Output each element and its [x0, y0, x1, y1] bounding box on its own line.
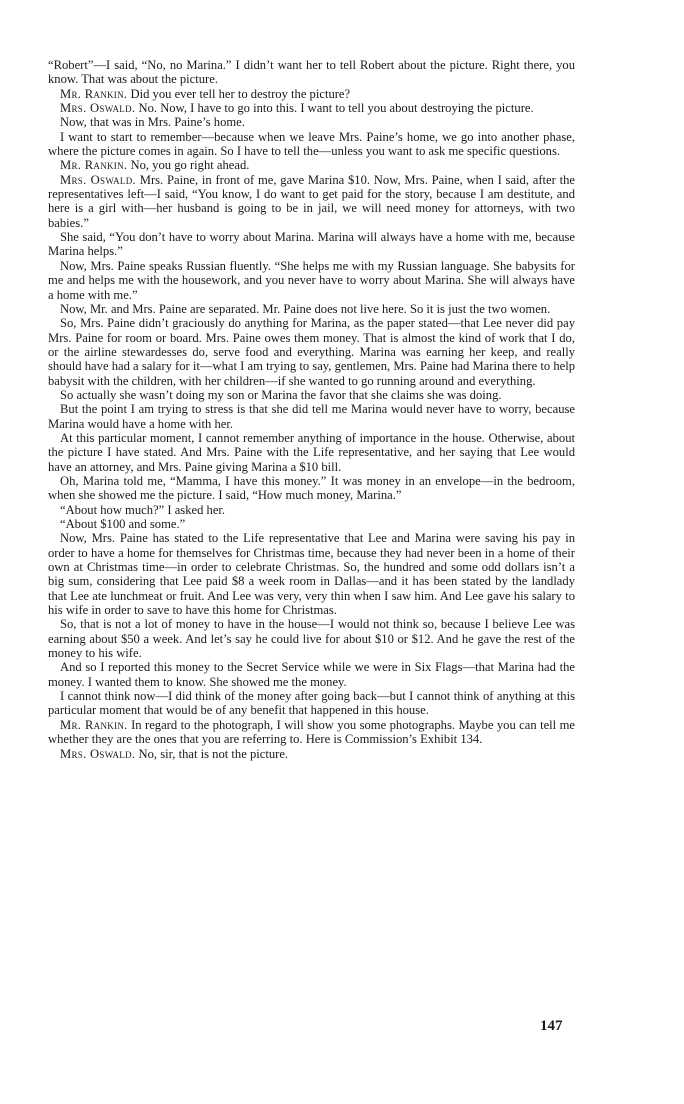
- paragraph: [48, 316, 575, 388]
- paragraph: [48, 115, 575, 129]
- paragraph-text: So actually she wasn’t doing my son or Marina the favor that she claims she was doing.: [60, 387, 502, 402]
- paragraph: [48, 617, 575, 660]
- paragraph-text: No, sir, that is not the picture.: [135, 746, 289, 761]
- paragraph: [48, 302, 575, 316]
- speaker-label: Mr. Rankin.: [60, 86, 128, 101]
- paragraph: [48, 531, 575, 617]
- testimony-page: [48, 58, 575, 761]
- paragraph: [48, 660, 575, 689]
- paragraph: [48, 474, 575, 503]
- paragraph-text: Now, Mr. and Mrs. Paine are separated. Mr. Paine does not live here. So it is just the two women.: [60, 301, 551, 316]
- paragraph: [48, 431, 575, 474]
- paragraph: [48, 747, 575, 761]
- paragraph-text: She said, “You don’t have to worry about Marina. Marina will always have a home with me, because Marina helps.”: [48, 230, 575, 259]
- paragraph: [48, 718, 575, 747]
- paragraph: [48, 230, 575, 259]
- paragraph: [48, 130, 575, 159]
- paragraph: [48, 58, 575, 87]
- paragraph: [48, 689, 575, 718]
- speaker-label: Mr. Rankin.: [60, 158, 128, 173]
- paragraph-text: I want to start to remember—because when we leave Mrs. Paine’s home, we go into another phase, where the picture comes in again. So I have to tell the—unless you want to ask me specific questions.: [48, 129, 575, 159]
- paragraph: [48, 173, 575, 230]
- paragraph-text: No, you go right ahead.: [127, 158, 250, 173]
- paragraph-text: So, Mrs. Paine didn’t graciously do anything for Marina, as the paper stated—that Lee never did pay Mrs. Paine for room or board. Mrs. Paine owes them money. That is almost the kind of work that I do, or the airline stewardesses do, serve food and everything. Marina was earning her keep, and really should have had a salary for it—what I am trying to say, gentlemen, Mrs. Paine had Marina there to help babysit with the children, with her children—if she wanted to go running around and everything.: [48, 316, 575, 388]
- paragraph: [48, 388, 575, 402]
- paragraph-text: No. Now, I have to go into this. I want to tell you about destroying the picture.: [135, 101, 534, 116]
- paragraph-text: “About how much?” I asked her.: [60, 502, 226, 517]
- speaker-label: Mrs. Oswald.: [60, 746, 136, 761]
- paragraph: [48, 402, 575, 431]
- paragraph-text: I cannot think now—I did think of the money after going back—but I cannot think of anything at this particular moment that would be of any benefit that happened in this house.: [48, 689, 575, 718]
- paragraph-text: Oh, Marina told me, “Mamma, I have this money.” It was money in an envelope—in the bedroom, when she showed me the picture. I said, “How much money, Marina.”: [48, 473, 575, 503]
- paragraph-text: And so I reported this money to the Secret Service while we were in Six Flags—that Marina had the money. I wanted them to know. She showed me the money.: [48, 660, 575, 689]
- paragraph-text: “About $100 and some.”: [60, 517, 186, 531]
- paragraph: [48, 503, 575, 517]
- paragraph-text: Now, Mrs. Paine has stated to the Life representative that Lee and Marina were saving his pay in order to have a home for themselves for Christmas time, because they had never been in a home of their own at Christmas time—in order to celebrate Christmas. So, the hundred and some odd dollars isn’t a big sum, considering that Lee paid $8 a week room in Dallas—and it has been stated by the landlady that Lee ate lunchmeat or fruit. And Lee was very, very thin when I saw him. And Lee gave his salary to his wife in order to save to have this home for Christmas.: [48, 531, 575, 618]
- speaker-label: Mr. Rankin.: [60, 717, 128, 732]
- speaker-label: Mrs. Oswald.: [60, 172, 136, 187]
- speaker-label: Mrs. Oswald.: [60, 101, 136, 116]
- page-number: 147: [540, 1018, 563, 1034]
- paragraph-text: But the point I am trying to stress is that she did tell me Marina would never have to worry, because Marina would have a home with her.: [48, 402, 575, 431]
- paragraph-text: So, that is not a lot of money to have in the house—I would not think so, because I believe Lee was earning about $50 a week. And let’s say he could live for about $10 or $12. And he gave the rest of the money to his wife.: [48, 617, 575, 661]
- paragraph: [48, 259, 575, 302]
- paragraph: [48, 87, 575, 101]
- paragraph-text: Now, Mrs. Paine speaks Russian fluently. “She helps me with my Russian language. She babysits for me and helps me with the housework, and you never have to worry about Marina. She will always have a home with me.”: [48, 258, 575, 302]
- paragraph-text: In regard to the photograph, I will show you some photographs. Maybe you can tell me whether they are the ones that you are referring to. Here is Commission’s Exhibit 134.: [48, 717, 576, 747]
- paragraph-text: Did you ever tell her to destroy the picture?: [127, 86, 351, 101]
- paragraph: [48, 517, 575, 531]
- paragraph: [48, 158, 575, 172]
- paragraph-text: At this particular moment, I cannot remember anything of importance in the house. Otherwise, about the picture I have stated. And Mrs. Paine with the Life representative, and her saying that Lee would have an attorney, and Mrs. Paine giving Marina a $10 bill.: [48, 430, 575, 474]
- paragraph-text: Mrs. Paine, in front of me, gave Marina $10. Now, Mrs. Paine, when I said, after the representatives left—I said, “You know, I do want to get paid for the story, because I am destitute, and here is a girl with—her husband is going to be in jail, we will need money for attorneys, with two babies.”: [48, 172, 575, 230]
- paragraph-text: “Robert”—I said, “No, no Marina.” I didn’t want her to tell Robert about the picture. Right there, you know. That was about the picture.: [48, 58, 575, 87]
- paragraph-text: Now, that was in Mrs. Paine’s home.: [60, 115, 245, 130]
- paragraph: [48, 101, 575, 115]
